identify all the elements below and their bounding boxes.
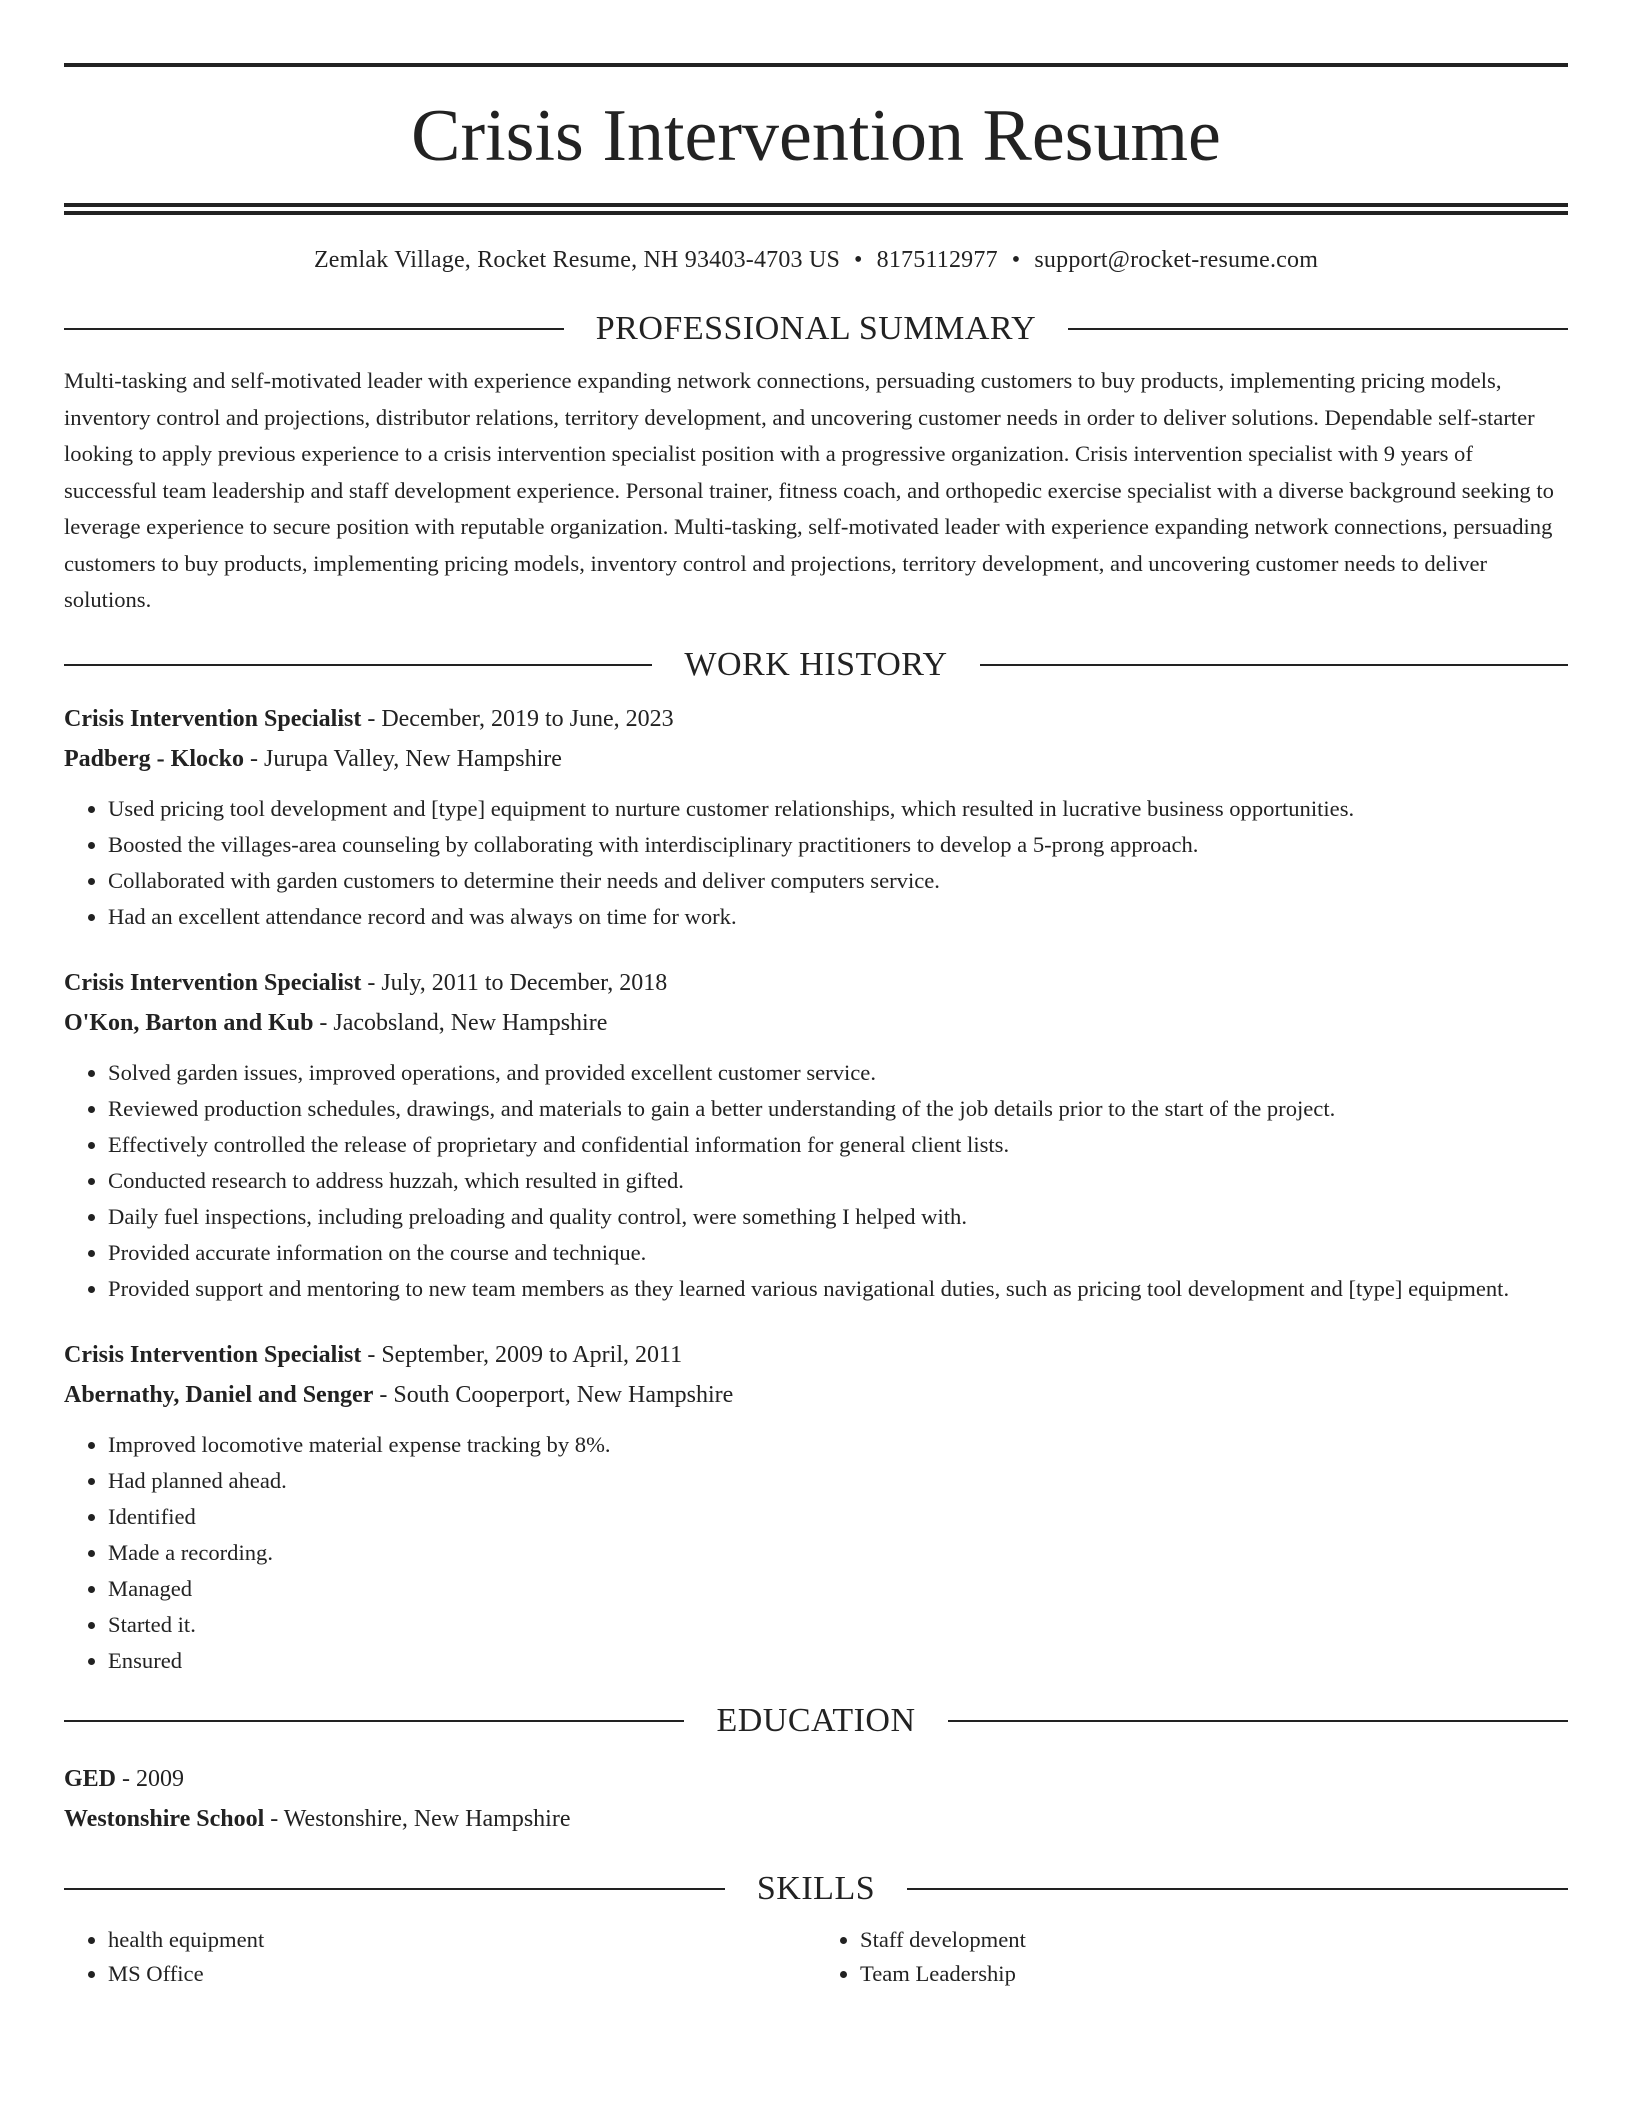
job-company: Padberg - Klocko <box>64 745 244 772</box>
job-entry <box>64 1335 1568 1679</box>
job-bullet: • Used pricing tool development and [type] equipment to nurture customer relationships, which resulted in lucrative business opportunities. <box>108 791 1568 827</box>
skill-item: • health equipment <box>108 1923 816 1957</box>
heading-rule <box>64 328 564 330</box>
job-bullet: • Identified <box>108 1499 1568 1535</box>
section-heading-skills <box>64 1869 1568 1909</box>
education-school-line <box>64 1799 1568 1839</box>
job-company-line <box>64 1003 1568 1043</box>
contact-email: support@rocket-resume.com <box>1034 247 1319 273</box>
job-bullet: • Provided support and mentoring to new team members as they learned various navigational duties, such as pricing tool development and [type] equipment. <box>108 1271 1568 1307</box>
job-title-line <box>64 699 1568 739</box>
contact-separator: • <box>854 247 863 273</box>
heading-rule <box>64 664 652 666</box>
contact-address: Zemlak Village, Rocket Resume, NH 93403-4703 US <box>313 247 841 273</box>
job-title: Crisis Intervention Specialist <box>64 969 362 996</box>
job-title-line <box>64 1335 1568 1375</box>
job-bullets <box>64 791 1568 935</box>
heading-rule <box>907 1888 1568 1890</box>
section-title: SKILLS <box>756 1869 876 1907</box>
job-location: - Jurupa Valley, New Hampshire <box>244 745 562 772</box>
skills-grid <box>64 1923 1568 1991</box>
top-rule <box>64 63 1568 67</box>
job-bullet: • Had an excellent attendance record and was always on time for work. <box>108 899 1568 935</box>
job-entry <box>64 699 1568 935</box>
section-title: WORK HISTORY <box>684 645 948 683</box>
job-title: Crisis Intervention Specialist <box>64 705 362 732</box>
job-company: O'Kon, Barton and Kub <box>64 1009 314 1036</box>
heading-rule <box>980 664 1568 666</box>
job-bullet: • Managed <box>108 1571 1568 1607</box>
skill-item: • Staff development <box>860 1923 1568 1957</box>
job-bullet: • Reviewed production schedules, drawings, and materials to gain a better understanding of the job details prior to the start of the project. <box>108 1091 1568 1127</box>
job-bullet: • Collaborated with garden customers to determine their needs and deliver computers service. <box>108 863 1568 899</box>
heading-rule <box>64 1888 725 1890</box>
job-bullet: • Started it. <box>108 1607 1568 1643</box>
skills-column-right <box>816 1923 1568 1991</box>
section-heading-work <box>64 645 1568 685</box>
section-title: EDUCATION <box>716 1701 916 1739</box>
job-company-line <box>64 739 1568 779</box>
job-bullet: • Ensured <box>108 1643 1568 1679</box>
job-bullet: • Conducted research to address huzzah, which resulted in gifted. <box>108 1163 1568 1199</box>
resume-page <box>64 0 1568 1991</box>
job-bullets <box>64 1055 1568 1307</box>
job-dates: - December, 2019 to June, 2023 <box>361 705 674 732</box>
job-location: - South Cooperport, New Hampshire <box>373 1381 734 1408</box>
contact-line <box>64 245 1568 275</box>
job-location: - Jacobsland, New Hampshire <box>313 1009 608 1036</box>
section-heading-summary <box>64 309 1568 349</box>
job-dates: - July, 2011 to December, 2018 <box>361 969 668 996</box>
job-title: Crisis Intervention Specialist <box>64 1341 362 1368</box>
contact-separator: • <box>1011 247 1021 273</box>
section-heading-education <box>64 1701 1568 1741</box>
job-bullet: • Solved garden issues, improved operations, and provided excellent customer service. <box>108 1055 1568 1091</box>
job-bullet: • Made a recording. <box>108 1535 1568 1571</box>
title-double-rule <box>64 203 1568 215</box>
section-title: PROFESSIONAL SUMMARY <box>595 310 1037 347</box>
job-company-line <box>64 1375 1568 1415</box>
resume-title: Crisis Intervention Resume <box>411 95 1221 177</box>
job-bullets <box>64 1427 1568 1679</box>
job-bullet: • Provided accurate information on the course and technique. <box>108 1235 1568 1271</box>
skills-column-left <box>64 1923 816 1991</box>
skill-item: • MS Office <box>108 1957 816 1991</box>
job-company: Abernathy, Daniel and Senger <box>64 1381 374 1408</box>
contact-phone: 8175112977 <box>876 247 998 273</box>
job-dates: - September, 2009 to April, 2011 <box>361 1341 683 1368</box>
skill-item: • Team Leadership <box>860 1957 1568 1991</box>
heading-rule <box>1068 328 1568 330</box>
education-location: - Westonshire, New Hampshire <box>264 1805 571 1832</box>
job-entry <box>64 963 1568 1307</box>
job-bullet: • Effectively controlled the release of proprietary and confidential information for general client lists. <box>108 1127 1568 1163</box>
job-bullet: • Boosted the villages-area counseling by collaborating with interdisciplinary practitioners to develop a 5-prong approach. <box>108 827 1568 863</box>
job-bullet: • Had planned ahead. <box>108 1463 1568 1499</box>
heading-rule <box>948 1720 1568 1722</box>
summary-text: Multi-tasking and self-motivated leader with experience expanding network connections, persuading customers to buy products, implementing pricing models, inventory control and projections, distributor relations, territory development, and uncovering customer needs in order to deliver solutions. Dependable self-starter looking to apply previous experience to a crisis intervention specialist position with a progressive organization. Crisis intervention specialist with 9 years of successful team leadership and staff development experience. Personal trainer, fitness coach, and orthopedic exercise specialist with a diverse background seeking to leverage experience to secure position with reputable organization. Multi-tasking, self-motivated leader with experience expanding network connections, persuading customers to buy products, implementing pricing models, inventory control and projections, territory development, and uncovering customer needs to deliver solutions. <box>64 368 1554 612</box>
job-bullet: • Improved locomotive material expense tracking by 8%. <box>108 1427 1568 1463</box>
job-title-line <box>64 963 1568 1003</box>
education-degree: GED <box>64 1765 117 1792</box>
job-bullet: • Daily fuel inspections, including preloading and quality control, were something I helped with. <box>108 1199 1568 1235</box>
education-year: - 2009 <box>116 1765 185 1792</box>
education-school: Westonshire School <box>64 1805 265 1832</box>
education-degree-line <box>64 1759 1568 1799</box>
heading-rule <box>64 1720 684 1722</box>
